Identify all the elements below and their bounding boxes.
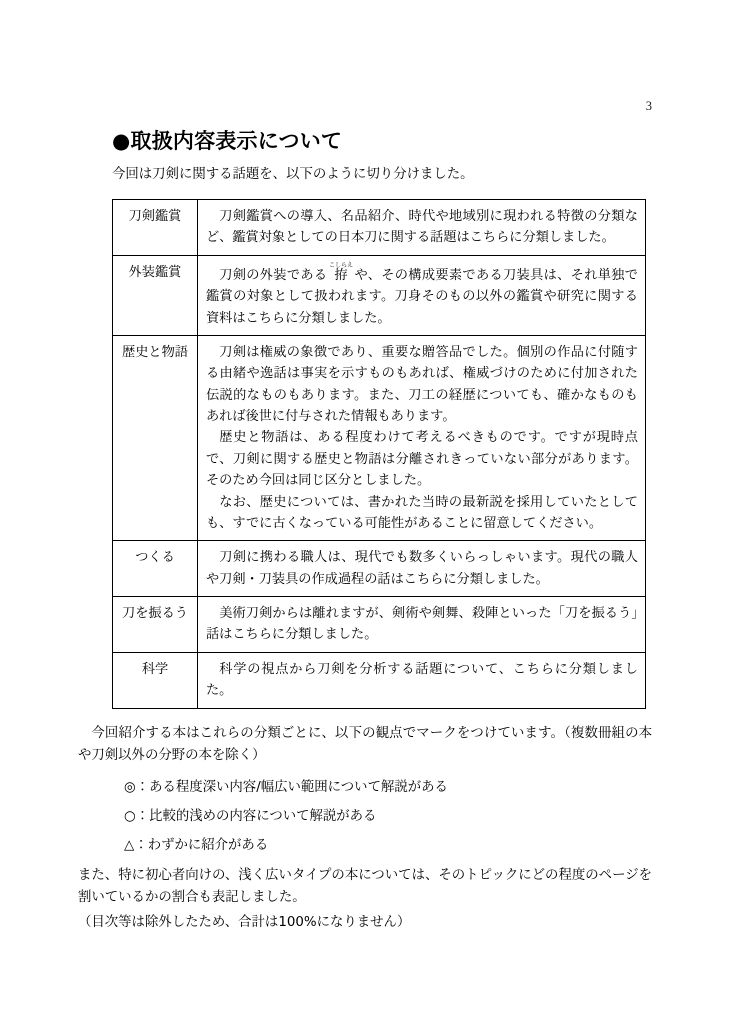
double-circle-icon: ◎ (124, 779, 136, 795)
category-label: 科学 (113, 652, 198, 708)
table-row (113, 335, 646, 540)
table-row (113, 255, 646, 335)
classification-table (112, 199, 646, 709)
mark-intro-paragraph: 今回紹介する本はこれらの分類ごとに、以下の観点でマークをつけています。（複数冊組の本や刀剣以外の分野の本を除く） (78, 725, 652, 764)
legend-list (78, 778, 652, 856)
table-row (113, 652, 646, 708)
legend-label: わずかに紹介がある (147, 837, 269, 853)
category-description (198, 597, 646, 653)
description-paragraph (206, 262, 638, 329)
category-description (198, 200, 646, 256)
category-label: 刀剣鑑賞 (113, 200, 198, 256)
description-paragraph: 美術刀剣からは離れますが、剣術や剣舞、殺陣といった「刀を振るう」話はこちらに分類しました。 (206, 606, 638, 643)
category-description (198, 652, 646, 708)
description-paragraph: 刀剣鑑賞への導入、名品紹介、時代や地域別に現われる特徴の分類など、鑑賞対象としての日本刀に関する話題はこちらに分類しました。 (206, 209, 638, 246)
list-item (78, 778, 652, 798)
description-text-after-ruby: や、その構成要素である刀装具は、それ単独で鑑賞の対象として扱われます。刀身そのもの以外の鑑賞や研究に関する資料はこちらに分類しました。 (206, 267, 638, 326)
category-description (198, 335, 646, 540)
legend-label: ある程度深い内容/幅広い範囲について解説がある (149, 779, 448, 795)
legend-separator: ： (135, 808, 150, 824)
page-title-text: 取扱内容表示について (130, 129, 343, 153)
category-label: 歴史と物語 (113, 335, 198, 540)
description-paragraph: 歴史と物語は、ある程度わけて考えるべきものです。ですが現時点で、刀剣に関する歴史と物語は分離されきっていない部分があります。そのため今回は同じ区分としました。 (206, 430, 638, 489)
legend-label: 比較的浅めの内容について解説がある (149, 808, 377, 824)
page-content (78, 128, 652, 934)
description-text-before-ruby: 刀剣の外装である (219, 267, 332, 283)
classification-table-body (113, 200, 646, 709)
table-row (113, 200, 646, 256)
description-paragraph: 刀剣は権威の象徴であり、重要な贈答品でした。個別の作品に付随する由緒や逸話は事実を示すものもあれば、権威づけのために付加された伝説的なものもあります。また、刀工の経歴についても、確かなものもあれば後世に付与された情報もあります。 (206, 344, 638, 425)
circle-icon: ○ (124, 808, 136, 824)
legend-separator: ： (135, 779, 150, 795)
ruby-reading: こしらえ (328, 261, 353, 269)
description-paragraph: 刀剣に携わる職人は、現代でも数多くいらっしゃいます。現代の職人や刀剣・刀装具の作成過程の話はこちらに分類しました。 (206, 550, 638, 587)
bullet-icon: ● (112, 129, 131, 153)
table-row (113, 541, 646, 597)
category-description (198, 255, 646, 335)
ratio-note-paragraph: （目次等は除外したため、合計は100%になりません） (78, 914, 411, 930)
ruby-annotation (328, 261, 353, 283)
intro-paragraph: 今回は刀剣に関する話題を、以下のように切り分けました。 (112, 167, 474, 183)
list-item (78, 807, 652, 827)
legend-separator: ： (134, 837, 148, 853)
description-paragraph: なお、歴史については、書かれた当時の最新説を採用していたとしても、すでに古くなっている可能性があることに留意してください。 (206, 494, 638, 531)
category-label: つくる (113, 541, 198, 597)
table-row (113, 597, 646, 653)
description-paragraph: 科学の視点から刀剣を分析する話題について、こちらに分類しました。 (206, 661, 638, 699)
category-label: 刀を振るう (113, 597, 198, 653)
list-item (78, 836, 652, 856)
category-label: 外装鑑賞 (113, 255, 198, 335)
triangle-icon: △ (124, 837, 135, 853)
ratio-paragraph: また、特に初心者向けの、浅く広いタイプの本については、そのトピックにどの程度のページを割いているかの割合も表記しました。 (78, 867, 652, 906)
page-number: 3 (645, 99, 652, 113)
ruby-base: 拵 (328, 267, 353, 283)
category-description (198, 541, 646, 597)
page-title (78, 128, 652, 154)
